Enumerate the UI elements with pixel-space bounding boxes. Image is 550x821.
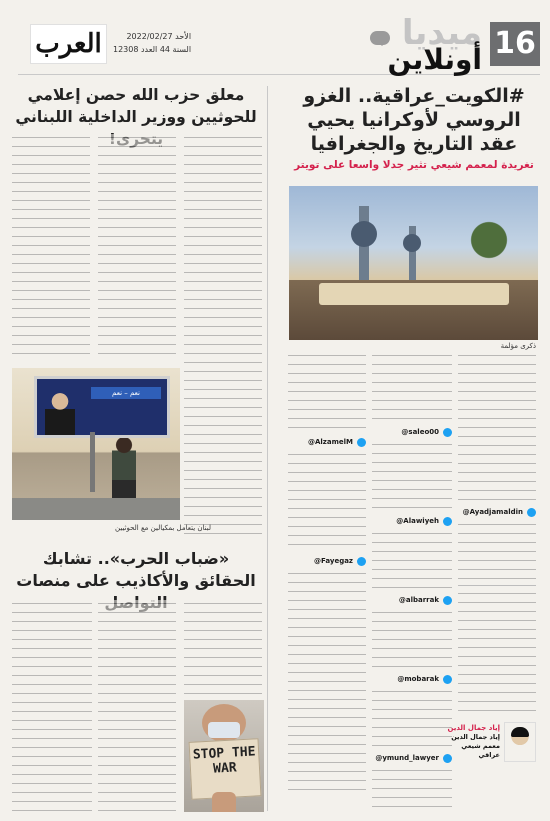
protest-sign: [189, 738, 262, 800]
author-note: إياد جمال الدين معمم شيعي عراقي: [451, 733, 500, 759]
twitter-icon: [443, 517, 452, 526]
protest-photo: [184, 700, 264, 812]
body-text: [288, 570, 366, 790]
masthead: [18, 13, 540, 76]
body-text: [372, 609, 452, 669]
twitter-handle: @mobarak: [372, 675, 452, 684]
body-text: [458, 352, 536, 502]
protest-sign-text: STOP THE WAR: [192, 744, 256, 777]
palm-shape: [464, 216, 514, 276]
body-text: [184, 134, 262, 534]
body-text: [458, 521, 536, 581]
left-story-1-headline: معلق حزب الله حصن إعلامي للحوثيين ووزير الداخلية اللبناني: [15, 86, 257, 126]
billboard-photo: [12, 368, 180, 520]
left-story-1-column-3: [12, 134, 90, 362]
author-avatar: [504, 722, 536, 762]
portrait-figure: [45, 393, 75, 435]
left-story-1-column-2: [98, 134, 176, 362]
body-text: [288, 451, 366, 551]
face-mask: [208, 722, 240, 738]
speech-bubble-icon: [370, 31, 390, 45]
issue-info: [113, 30, 191, 56]
hand: [212, 792, 236, 812]
right-story-column-1: [458, 352, 536, 712]
body-text: [98, 134, 176, 362]
twitter-handle: @AlzamelM: [288, 438, 366, 447]
body-text: [372, 767, 452, 807]
body-text: [184, 600, 262, 694]
author-name: إياد جمال الدين: [447, 724, 500, 732]
twitter-icon: [443, 675, 452, 684]
issue-date: الأحد 2022/02/27: [126, 32, 192, 41]
left-story-2-headline: «ضباب الحرب».. تشابك الحقائق والأكاذيب على منصات: [16, 549, 256, 590]
column-divider: [267, 86, 268, 811]
section-title-top: ميديا: [401, 13, 482, 53]
barrier-shape: [319, 283, 509, 305]
newspaper-logo: العرب: [30, 24, 107, 64]
body-text: [288, 352, 366, 432]
issue-number: السنة 44 العدد 12308: [113, 45, 192, 54]
left-story-2-column-1: [184, 600, 262, 694]
billboard: [34, 376, 170, 438]
page-number: 16: [490, 22, 540, 66]
twitter-icon: [527, 508, 536, 517]
twitter-handle: @saleo00: [372, 428, 452, 437]
twitter-handle: @Alawiyeh: [372, 517, 452, 526]
section-title: [387, 13, 483, 76]
left-story-1-column-1: [184, 134, 262, 534]
twitter-icon: [357, 438, 366, 447]
twitter-icon: [443, 428, 452, 437]
body-text: [98, 600, 176, 812]
right-photo-caption: ذكرى مؤلمة: [500, 342, 536, 350]
twitter-icon: [357, 557, 366, 566]
author-byline: [442, 724, 500, 760]
twitter-icon: [443, 596, 452, 605]
right-story-headline: #الكويت_عراقية.. الغزو الروسي لأوكرانيا يحيي عقد التاريخ والجغرافيا: [303, 85, 525, 155]
kuwait-towers-photo: [289, 186, 538, 340]
road: [12, 498, 180, 520]
left-photo-caption: لبنان يتعامل بمكيالين مع الحوثيين: [115, 524, 212, 532]
right-story-subhead: تغريدة لمعمم شيعي تثير جدلا واسعا على تويتر: [294, 159, 534, 171]
body-text: [12, 134, 90, 362]
body-text: [12, 600, 92, 812]
right-story-column-2: [372, 352, 452, 812]
body-text: [372, 688, 452, 748]
body-text: [372, 530, 452, 590]
right-story-column-3: [288, 352, 366, 812]
twitter-handle: @Fayegaz: [288, 557, 366, 566]
twitter-handle: @Ayadjamaldin: [458, 508, 536, 517]
body-text: [372, 352, 452, 422]
body-text: [372, 441, 452, 511]
right-story-header: [290, 84, 538, 172]
section-title-bottom: أونلاين: [387, 43, 482, 76]
twitter-handle: @albarrak: [372, 596, 452, 605]
twitter-handle: @ymund_lawyer: [372, 754, 452, 763]
billboard-post: [90, 432, 95, 492]
body-text: [458, 590, 536, 712]
left-story-2-column-2: [98, 600, 176, 812]
billboard-text: نعم – نعم: [91, 387, 161, 399]
left-story-2-column-3: [12, 600, 92, 812]
